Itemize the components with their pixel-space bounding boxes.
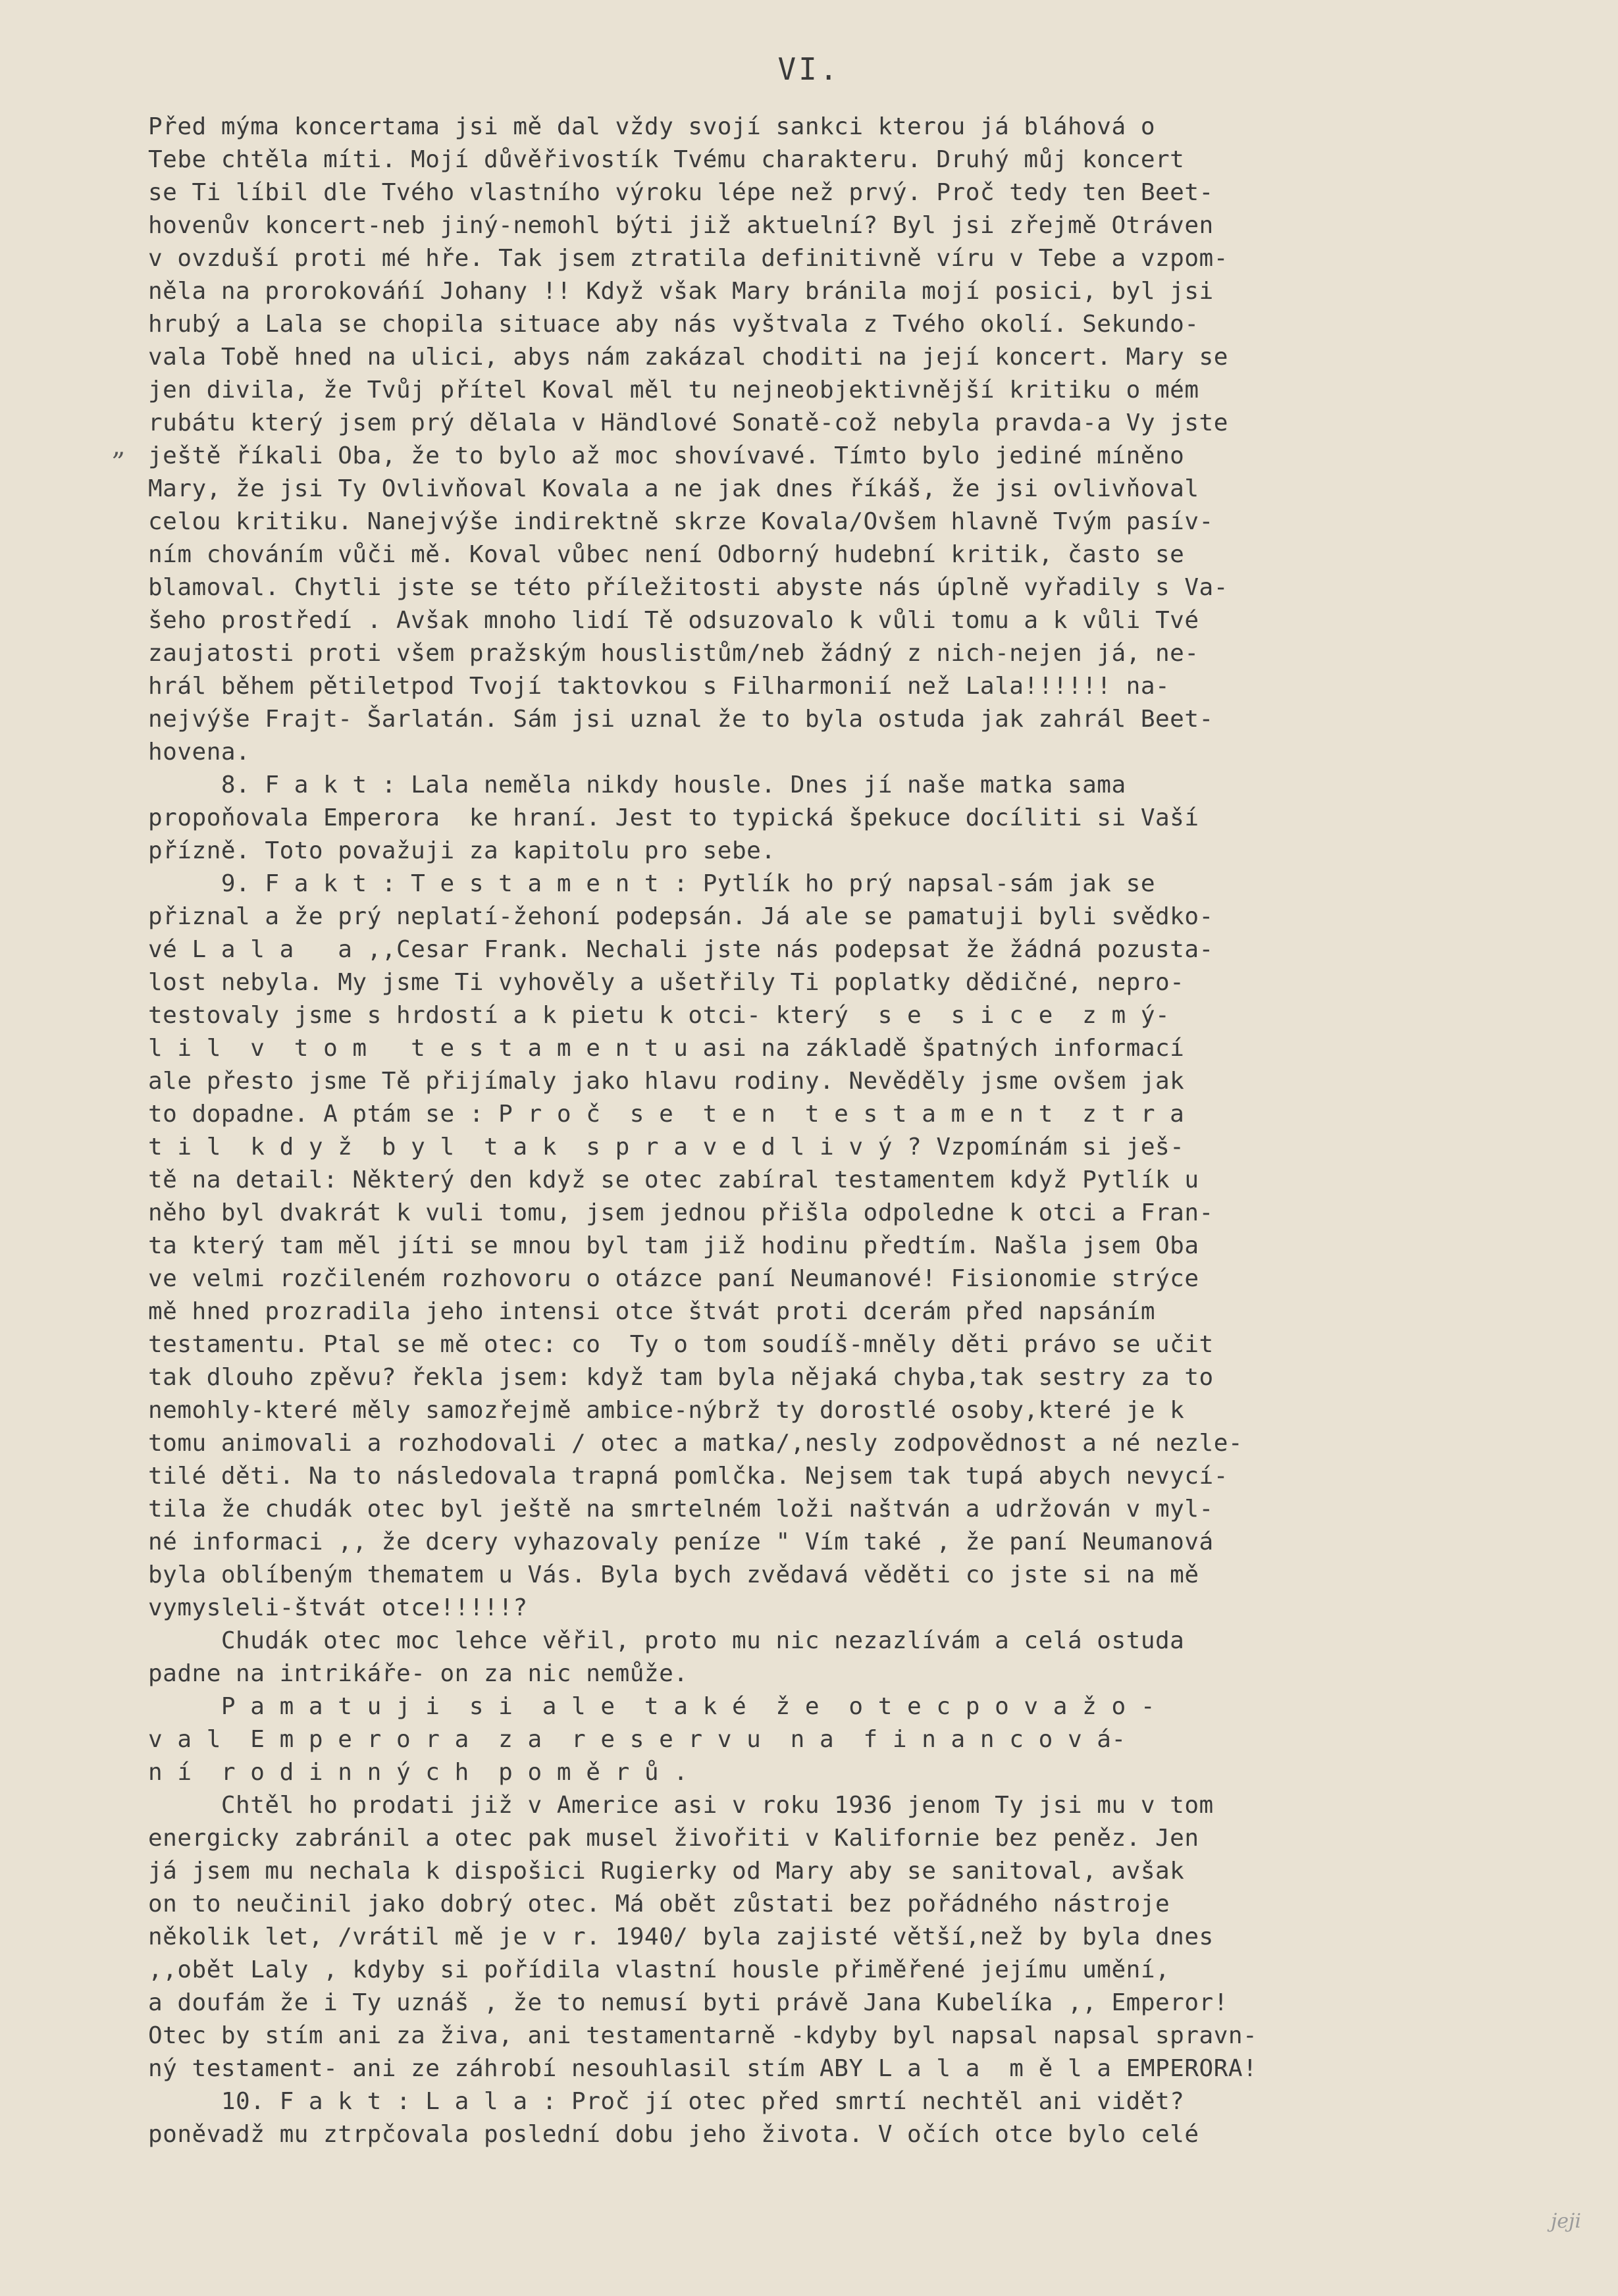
text-line: t i l k d y ž b y l t a k s p r a v e d l i v ý ? Vzpomínám si ješ- [148, 1134, 1185, 1161]
text-line: v ovzduší proti mé hře. Tak jsem ztratila definitivně víru v Tebe a vzpom- [148, 245, 1228, 272]
text-line: vymysleli-štvát otce!!!!!? [148, 1594, 528, 1621]
text-line: něla na proroková́ní Johany !! Když však Mary bránila mojí posici, byl jsi [148, 278, 1214, 305]
text-line: vala Tobě hned na ulici, abys nám zakázal choditi na její koncert. Mary se [148, 344, 1228, 371]
text-line: rubátu který jsem prý dělala v Händlové Sonatě-což nebyla pravda-a Vy jste [148, 409, 1228, 436]
text-line: celou kritiku. Nanejvýše indirektně skrze Kovala/Ovšem hlavně Tvým pasív- [148, 508, 1214, 535]
text-line: hovena. [148, 739, 251, 766]
text-line: hrál během pětiletpod Tvojí taktovkou s Filharmonií než Lala!!!!!! na- [148, 673, 1170, 700]
text-line: to dopadne. A ptám se : P r o č s e t e n t e s t a m e n t z t r a [148, 1101, 1185, 1128]
text-line: šeho prostředí . Avšak mnoho lidí Tě odsuzovalo k vůli tomu a k vůli Tvé [148, 607, 1199, 634]
text-line: 8. F a k t : Lala neměla nikdy housle. Dnes jí naše matka sama [148, 771, 1126, 798]
text-line: a doufám že i Ty uznáš , že to nemusí byti právě Jana Kubelíka ,, Emperor! [148, 1989, 1228, 2016]
text-line: ta který tam měl jíti se mnou byl tam již hodinu předtím. Našla jsem Oba [148, 1232, 1199, 1259]
text-line: přiznal a že prý neplatí-žehoní podepsán. Já ale se pamatuji byli svědko- [148, 903, 1214, 930]
text-line: Mary, že jsi Ty Ovlivňoval Kovala a ne jak dnes říkáš, že jsi ovlivňoval [148, 475, 1199, 502]
text-line: Chudák otec moc lehce věřil, proto mu nic nezazlívám a celá ostuda [148, 1627, 1185, 1654]
text-line: tilé děti. Na to následovala trapná pomlčka. Nejsem tak tupá abych nevycí- [148, 1463, 1228, 1490]
text-line: padne na intrikáře- on za nic nemůže. [148, 1660, 689, 1687]
text-line: testovaly jsme s hrdostí a k pietu k otci- který s e s i c e z m ý- [148, 1002, 1170, 1029]
text-line: 10. F a k t : L a l a : Proč jí otec před smrtí nechtěl ani vidět? [148, 2088, 1185, 2115]
text-line: já jsem mu nechala k dispošici Rugierky od Mary aby se sanitoval, avšak [148, 1858, 1185, 1885]
text-line: tak dlouho zpěvu? řekla jsem: když tam byla nějaká chyba,tak sestry za to [148, 1364, 1214, 1391]
text-line: l i l v t o m t e s t a m e n t u asi na základě špatných informací [148, 1035, 1185, 1062]
text-line: tě na detail: Některý den když se otec zabíral testamentem když Pytlík u [148, 1166, 1199, 1193]
text-line: ný testament- ani ze záhrobí nesouhlasil stím ABY L a l a m ě l a EMPERORA! [148, 2055, 1258, 2082]
text-line: ním chováním vůči mě. Koval vůbec není Odborný hudební kritik, často se [148, 541, 1185, 568]
text-line: P a m a t u j i s i a l e t a k é ž e o t e c p o v a ž o - [148, 1693, 1155, 1720]
margin-quote-mark: „ [112, 431, 126, 461]
text-line: mě hned prozradila jeho intensi otce štvát proti dcerám před napsáním [148, 1298, 1155, 1325]
text-line: blamoval. Chytli jste se této příležitosti abyste nás úplně vyřadily s Va- [148, 574, 1228, 601]
text-line: Tebe chtěla míti. Mojí důvěřivostík Tvému charakteru. Druhý můj koncert [148, 146, 1185, 173]
text-line: jen divila, že Tvůj přítel Koval měl tu nejneobjektivnější kritiku o mém [148, 377, 1199, 404]
text-line: n í r o d i n n ý c h p o m ě r ů . [148, 1759, 689, 1786]
page-number: VI. [777, 51, 841, 87]
text-line: Před mýma koncertama jsi mě dal vždy svojí sankci kterou já bláhová o [148, 113, 1155, 140]
text-line: né informaci ,, že dcery vyhazovaly peníze " Vím také , že paní Neumanová [148, 1528, 1214, 1555]
typewritten-body [148, 111, 1573, 2151]
text-line: energicky zabránil a otec pak musel živořiti v Kalifornie bez peněz. Jen [148, 1825, 1199, 1852]
text-line: propoňovala Emperora ke hraní. Jest to typická špekuce docíliti si Vaší [148, 804, 1199, 831]
text-line: ale přesto jsme Tě přijímaly jako hlavu rodiny. Nevěděly jsme ovšem jak [148, 1068, 1185, 1095]
text-line: něho byl dvakrát k vuli tomu, jsem jednou přišla odpoledne k otci a Fran- [148, 1199, 1214, 1226]
text-line: ,,obět Laly , kdyby si pořídila vlastní housle přiměřené jejímu umění, [148, 1956, 1170, 1983]
text-line: v a l E m p e r o r a z a r e s e r v u n a f i n a n c o v á- [148, 1726, 1126, 1753]
text-line: tomu animovali a rozhodovali / otec a matka/,nesly zodpovědnost a né nezle- [148, 1430, 1243, 1457]
text-line: testamentu. Ptal se mě otec: co Ty o tom soudíš-mněly děti právo se učit [148, 1331, 1214, 1358]
text-line: několik let, /vrátil mě je v r. 1940/ byla zajisté větší,než by byla dnes [148, 1923, 1214, 1950]
text-line: Chtěl ho prodati již v Americe asi v roku 1936 jenom Ty jsi mu v tom [148, 1792, 1214, 1819]
text-line: byla oblíbeným thematem u Vás. Byla bych zvědavá věděti co jste si na mě [148, 1561, 1199, 1588]
text-line: ještě říkali Oba, že to bylo až moc shovívavé. Tímto bylo jediné míněno [148, 442, 1185, 469]
text-line: Otec by stím ani za živa, ani testamentarně -kdyby byl napsal napsal spravn- [148, 2022, 1258, 2049]
text-line: 9. F a k t : T e s t a m e n t : Pytlík ho prý napsal-sám jak se [148, 870, 1155, 897]
text-line: tila že chudák otec byl ještě na smrtelném loži naštván a udržován v myl- [148, 1496, 1214, 1523]
text-line: zaujatosti proti všem pražským houslistům/neb žádný z nich-nejen já, ne- [148, 640, 1199, 667]
text-line: nejvýše Frajt- Šarlatán. Sám jsi uznal že to byla ostuda jak zahrál Beet- [148, 706, 1214, 733]
text-line: hrubý a Lala se chopila situace aby nás vyštvala z Tvého okolí. Sekundo- [148, 311, 1199, 338]
text-line: hovenův koncert-neb jiný-nemohl býti již aktuelní? Byl jsi zřejmě Otráven [148, 212, 1214, 239]
text-line: nemohly-které měly samozřejmě ambice-nýbrž ty dorostlé osoby,které je k [148, 1397, 1185, 1424]
pencil-note: jeji [1551, 2210, 1581, 2233]
text-line: lost nebyla. My jsme Ti vyhověly a ušetřily Ti poplatky dědičné, nepro- [148, 969, 1185, 996]
text-line: on to neučinil jako dobrý otec. Má obět zůstati bez pořádného nástroje [148, 1891, 1170, 1918]
text-line: ve velmi rozčileném rozhovoru o otázce paní Neumanové! Fisionomie strýce [148, 1265, 1199, 1292]
text-line: vé L a l a a ,,Cesar Frank. Nechali jste nás podepsat že žádná pozusta- [148, 936, 1214, 963]
text-line: se Ti líbil dle Tvého vlastního výroku lépe než prvý. Proč tedy ten Beet- [148, 179, 1214, 206]
text-line: poněvadž mu ztrpčovala poslední dobu jeho života. V očích otce bylo celé [148, 2121, 1199, 2148]
text-line: přízně. Toto považuji za kapitolu pro sebe. [148, 837, 776, 864]
